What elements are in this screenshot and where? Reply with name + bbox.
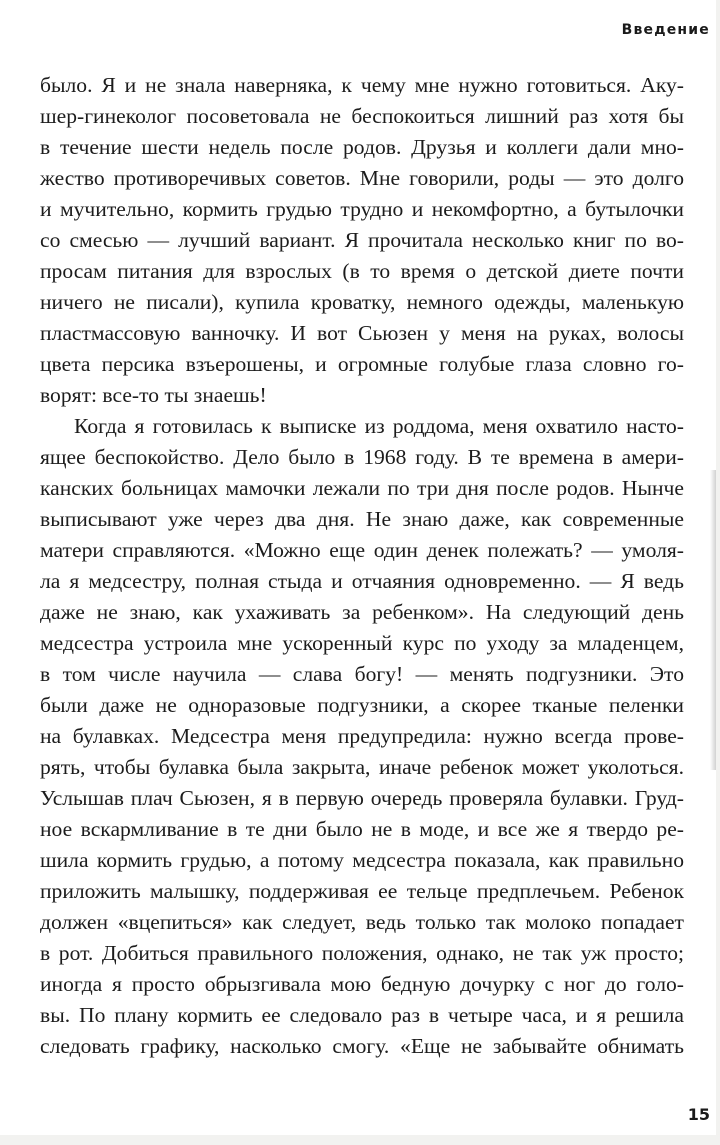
page-edge-shadow: [710, 470, 716, 770]
text-line: цвета персика взъерошены, и огромные голубые глаза словно го-: [40, 352, 684, 376]
text-line: следовать графику, насколько смогу. «Еще не забывайте обнимать: [40, 1034, 684, 1058]
text-line: в течение шести недель после родов. Друзья и коллеги дали мно-: [40, 135, 684, 159]
text-line: ящее беспокойство. Дело было в 1968 году. В те времена в амери-: [40, 445, 684, 469]
text-line: рять, чтобы булавка была закрыта, иначе ребенок может уколоться.: [40, 755, 684, 779]
text-line: должен «вцепиться» как следует, ведь только так молоко попадает: [40, 910, 684, 934]
text-line: иногда я просто обрызгивала мою бедную дочурку с ног до голо-: [40, 972, 684, 996]
running-head: Введение: [621, 22, 710, 38]
text-line: в рот. Добиться правильного положения, однако, не так уж просто;: [40, 941, 684, 965]
text-line: со смесью — лучший вариант. Я прочитала несколько книг по во-: [40, 228, 684, 252]
text-line: медсестра устроила мне ускоренный курс по уходу за младенцем,: [40, 631, 684, 655]
text-line: Когда я готовилась к выписке из роддома, меня охватило насто-: [74, 414, 684, 438]
text-line: даже не знаю, как ухаживать за ребенком». На следующий день: [40, 600, 684, 624]
text-line: Услышав плач Сьюзен, я в первую очередь проверяла булавки. Груд-: [40, 786, 684, 810]
text-line: шер-гинеколог посоветовала не беспокоиться лишний раз хотя бы: [40, 104, 684, 128]
text-line: жество противоречивых советов. Мне говорили, роды — это долго: [40, 166, 684, 190]
text-line: выписывают уже через два дня. Не знаю даже, как современные: [40, 507, 684, 531]
text-line: матери справляются. «Можно еще один денек полежать? — умоля-: [40, 538, 684, 562]
text-line: вы. По плану кормить ее следовало раз в четыре часа, и я решила: [40, 1003, 684, 1027]
text-line: шила кормить грудью, а потому медсестра показала, как правильно: [40, 848, 684, 872]
text-line: на булавках. Медсестра меня предупредила: нужно всегда прове-: [40, 724, 684, 748]
text-line: было. Я и не знала наверняка, к чему мне нужно готовиться. Аку-: [40, 73, 684, 97]
text-line: просам питания для взрослых (в то время о детской диете почти: [40, 259, 684, 283]
text-line: в том числе научила — слава богу! — менять подгузники. Это: [40, 662, 684, 686]
text-line: приложить малышку, поддерживая ее тельце предплечьем. Ребенок: [40, 879, 684, 903]
text-line: канских больницах мамочки лежали по три дня после родов. Нынче: [40, 476, 684, 500]
text-line: ное вскармливание в те дни было не в моде, и все же я твердо ре-: [40, 817, 684, 841]
text-line: и мучительно, кормить грудью трудно и некомфортно, а бутылочки: [40, 197, 684, 221]
body-text: [40, 70, 684, 1062]
text-line: ворят: все-то ты знаешь!: [40, 383, 267, 407]
page-number: 15: [687, 1105, 710, 1124]
text-line: ла я медсестру, полная стыда и отчаяния одновременно. — Я ведь: [40, 569, 684, 593]
text-line: были даже не одноразовые подгузники, а скорее тканые пеленки: [40, 693, 684, 717]
text-line: пластмассовую ванночку. И вот Сьюзен у меня на руках, волосы: [40, 321, 684, 345]
text-line: ничего не писали), купила кроватку, немного одежды, маленькую: [40, 290, 684, 314]
